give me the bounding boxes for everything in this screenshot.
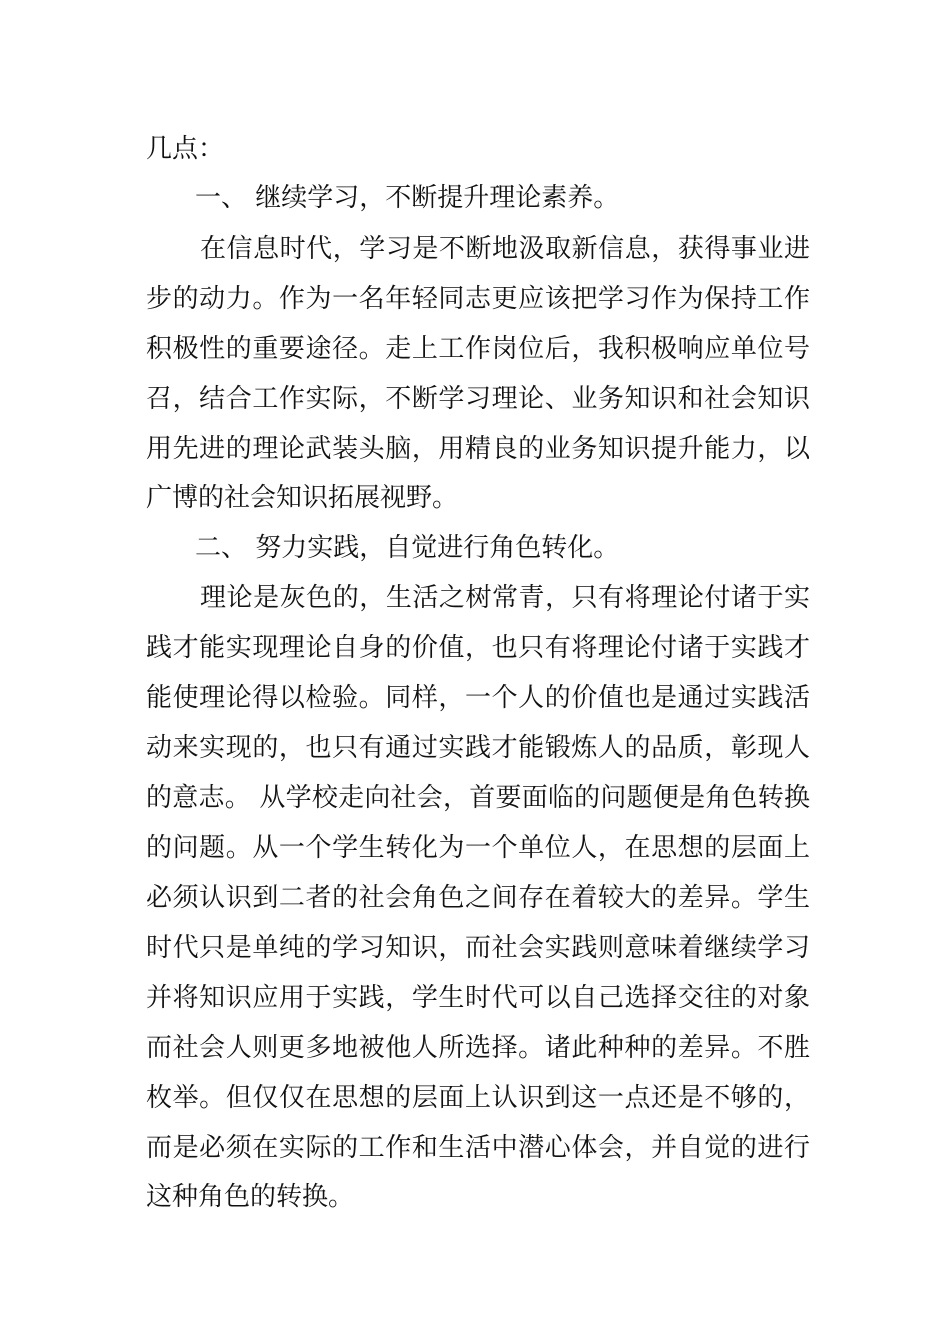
text-line: 能使理论得以检验。同样，一个人的价值也是通过实践活 <box>146 683 810 713</box>
text-line: 而社会人则更多地被他人所选择。诸此种种的差异。不胜 <box>146 1033 810 1063</box>
section-heading: 二、 努力实践，自觉进行角色转化。 <box>195 533 620 563</box>
text-line: 用先进的理论武装头脑，用精良的业务知识提升能力，以 <box>146 434 810 464</box>
text-line: 积极性的重要途径。走上工作岗位后，我积极响应单位号 <box>146 334 810 364</box>
text-line: 广博的社会知识拓展视野。 <box>146 483 459 513</box>
text-line: 而是必须在实际的工作和生活中潜心体会，并自觉的进行 <box>146 1133 810 1163</box>
text-line: 时代只是单纯的学习知识，而社会实践则意味着继续学习 <box>146 933 810 963</box>
text-line: 动来实现的，也只有通过实践才能锻炼人的品质，彰现人 <box>146 733 810 763</box>
section-heading: 一、 继续学习，不断提升理论素养。 <box>195 183 620 213</box>
text-line: 枚举。但仅仅在思想的层面上认识到这一点还是不够的， <box>146 1083 810 1113</box>
text-line: 步的动力。作为一名年轻同志更应该把学习作为保持工作 <box>146 284 810 314</box>
text-line: 并将知识应用于实践，学生时代可以自己选择交往的对象 <box>146 983 810 1013</box>
text-line: 这种角色的转换。 <box>146 1182 355 1212</box>
text-line: 的问题。从一个学生转化为一个单位人，在思想的层面上 <box>146 833 810 863</box>
text-line: 理论是灰色的，生活之树常青，只有将理论付诸于实 <box>200 583 810 613</box>
text-line: 召，结合工作实际，不断学习理论、业务知识和社会知识 <box>146 384 810 414</box>
text-line: 践才能实现理论自身的价值，也只有将理论付诸于实践才 <box>146 633 810 663</box>
text-line: 必须认识到二者的社会角色之间存在着较大的差异。学生 <box>146 883 810 913</box>
text-line: 的意志。 从学校走向社会，首要面临的问题便是角色转换 <box>146 783 810 813</box>
text-line: 在信息时代，学习是不断地汲取新信息，获得事业进 <box>200 234 810 264</box>
text-line: 几点： <box>146 134 225 164</box>
